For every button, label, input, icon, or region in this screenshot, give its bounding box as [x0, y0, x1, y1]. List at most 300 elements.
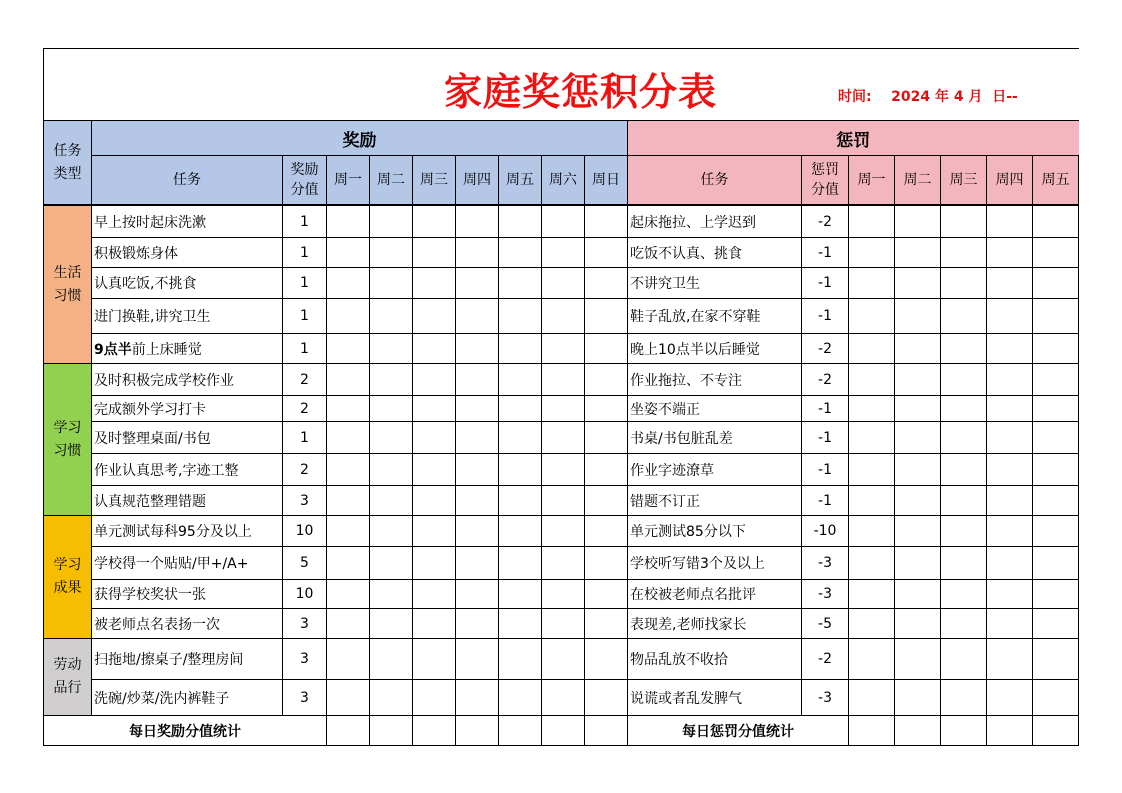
- reward-day-cell[interactable]: [542, 334, 585, 364]
- reward-day-cell[interactable]: [585, 547, 628, 580]
- table-row: [44, 639, 1079, 680]
- penalty-total-label: 每日惩罚分值统计: [628, 716, 849, 746]
- reward-day-cell[interactable]: [585, 206, 628, 238]
- reward-task: 9点半前上床睡觉: [92, 334, 283, 364]
- reward-day-cell[interactable]: [499, 268, 542, 299]
- penalty-day-cell[interactable]: [895, 639, 941, 680]
- penalty-day-cell[interactable]: [849, 639, 895, 680]
- reward-day-cell[interactable]: [370, 364, 413, 396]
- penalty-day-cell[interactable]: [895, 299, 941, 334]
- penalty-task: 鞋子乱放,在家不穿鞋: [628, 299, 802, 334]
- penalty-value: -3: [802, 547, 849, 580]
- reward-day-cell[interactable]: [456, 580, 499, 609]
- reward-day-cell[interactable]: [456, 396, 499, 422]
- penalty-day-cell[interactable]: [941, 580, 987, 609]
- penalty-day-cell[interactable]: [1033, 268, 1079, 299]
- reward-day-cell[interactable]: [585, 396, 628, 422]
- reward-day-cell[interactable]: [499, 334, 542, 364]
- penalty-day-cell[interactable]: [941, 396, 987, 422]
- reward-penalty-table: [43, 48, 1079, 205]
- reward-day-cell[interactable]: [327, 299, 370, 334]
- penalty-day-cell[interactable]: [987, 364, 1033, 396]
- penalty-day-cell[interactable]: [895, 334, 941, 364]
- penalty-day-cell[interactable]: [941, 299, 987, 334]
- reward-day-cell[interactable]: [370, 486, 413, 516]
- reward-day-cell[interactable]: [456, 422, 499, 454]
- reward-day-cell[interactable]: [585, 268, 628, 299]
- penalty-day-cell[interactable]: [895, 206, 941, 238]
- reward-day-cell[interactable]: [327, 609, 370, 639]
- penalty-day-header: 周三: [941, 156, 987, 205]
- reward-day-cell[interactable]: [499, 364, 542, 396]
- penalty-task: 错题不订正: [628, 486, 802, 516]
- penalty-day-cell[interactable]: [1033, 486, 1079, 516]
- reward-day-cell[interactable]: [370, 547, 413, 580]
- penalty-day-cell[interactable]: [941, 238, 987, 268]
- penalty-day-cell[interactable]: [941, 680, 987, 716]
- penalty-day-cell[interactable]: [1033, 547, 1079, 580]
- reward-day-cell[interactable]: [370, 639, 413, 680]
- reward-value: 10: [283, 580, 327, 609]
- reward-day-cell[interactable]: [585, 639, 628, 680]
- reward-day-cell[interactable]: [542, 238, 585, 268]
- penalty-value: -1: [802, 238, 849, 268]
- reward-value: 1: [283, 206, 327, 238]
- table-row: [44, 299, 1079, 334]
- reward-day-cell[interactable]: [413, 639, 456, 680]
- date-line: [838, 86, 1018, 106]
- penalty-day-cell[interactable]: [849, 486, 895, 516]
- reward-day-cell[interactable]: [456, 238, 499, 268]
- penalty-day-cell[interactable]: [1033, 299, 1079, 334]
- penalty-day-cell[interactable]: [1033, 364, 1079, 396]
- penalty-day-cell[interactable]: [849, 396, 895, 422]
- reward-day-cell[interactable]: [585, 334, 628, 364]
- penalty-total-cell[interactable]: [987, 716, 1033, 746]
- reward-total-cell[interactable]: [370, 716, 413, 746]
- penalty-day-cell[interactable]: [987, 609, 1033, 639]
- penalty-day-cell[interactable]: [987, 268, 1033, 299]
- penalty-day-cell[interactable]: [941, 268, 987, 299]
- reward-day-cell[interactable]: [456, 639, 499, 680]
- penalty-value: -10: [802, 516, 849, 547]
- page-title: 家庭奖惩积分表: [444, 70, 718, 114]
- reward-day-cell[interactable]: [413, 516, 456, 547]
- reward-day-cell[interactable]: [327, 516, 370, 547]
- category-cell: 学习 习惯: [44, 364, 92, 516]
- penalty-day-cell[interactable]: [849, 680, 895, 716]
- penalty-day-cell[interactable]: [987, 396, 1033, 422]
- reward-day-cell[interactable]: [327, 364, 370, 396]
- reward-day-cell[interactable]: [542, 364, 585, 396]
- table-row: [44, 609, 1079, 639]
- penalty-day-cell[interactable]: [987, 639, 1033, 680]
- penalty-day-cell[interactable]: [941, 547, 987, 580]
- table-row: [44, 396, 1079, 422]
- penalty-day-cell[interactable]: [987, 547, 1033, 580]
- reward-day-cell[interactable]: [542, 454, 585, 486]
- reward-day-cell[interactable]: [413, 206, 456, 238]
- reward-day-cell[interactable]: [327, 547, 370, 580]
- penalty-day-cell[interactable]: [987, 334, 1033, 364]
- reward-day-cell[interactable]: [413, 454, 456, 486]
- reward-day-cell[interactable]: [370, 268, 413, 299]
- table-row: [44, 268, 1079, 299]
- reward-day-cell[interactable]: [456, 547, 499, 580]
- penalty-section-header: 惩罚: [628, 121, 1079, 156]
- penalty-day-cell[interactable]: [895, 516, 941, 547]
- reward-total-cell[interactable]: [542, 716, 585, 746]
- reward-day-cell[interactable]: [370, 334, 413, 364]
- reward-day-cell[interactable]: [413, 609, 456, 639]
- reward-day-header: 周二: [370, 156, 413, 205]
- penalty-value: -2: [802, 364, 849, 396]
- penalty-day-cell[interactable]: [941, 486, 987, 516]
- reward-day-cell[interactable]: [456, 609, 499, 639]
- penalty-day-cell[interactable]: [987, 299, 1033, 334]
- penalty-day-cell[interactable]: [941, 454, 987, 486]
- penalty-day-cell[interactable]: [987, 680, 1033, 716]
- reward-day-cell[interactable]: [585, 422, 628, 454]
- penalty-day-header: 周五: [1033, 156, 1079, 205]
- reward-day-cell[interactable]: [370, 516, 413, 547]
- reward-value: 3: [283, 486, 327, 516]
- reward-day-cell[interactable]: [413, 396, 456, 422]
- reward-value: 5: [283, 547, 327, 580]
- penalty-value: -3: [802, 680, 849, 716]
- penalty-total-cell[interactable]: [895, 716, 941, 746]
- penalty-day-cell[interactable]: [987, 238, 1033, 268]
- penalty-day-cell[interactable]: [1033, 422, 1079, 454]
- penalty-day-cell[interactable]: [849, 516, 895, 547]
- penalty-total-cell[interactable]: [849, 716, 895, 746]
- table-row: [44, 580, 1079, 609]
- penalty-day-cell[interactable]: [1033, 334, 1079, 364]
- reward-day-cell[interactable]: [370, 609, 413, 639]
- penalty-day-cell[interactable]: [849, 206, 895, 238]
- reward-day-cell[interactable]: [499, 547, 542, 580]
- reward-day-cell[interactable]: [542, 268, 585, 299]
- date-year[interactable]: 2024: [891, 89, 931, 105]
- reward-day-cell[interactable]: [370, 580, 413, 609]
- reward-day-cell[interactable]: [542, 580, 585, 609]
- penalty-day-cell[interactable]: [849, 268, 895, 299]
- penalty-total-cell[interactable]: [941, 716, 987, 746]
- penalty-day-cell[interactable]: [895, 268, 941, 299]
- reward-value: 1: [283, 268, 327, 299]
- penalty-day-cell[interactable]: [1033, 516, 1079, 547]
- reward-value: 1: [283, 238, 327, 268]
- penalty-day-cell[interactable]: [849, 580, 895, 609]
- reward-task: 完成额外学习打卡: [92, 396, 283, 422]
- reward-day-cell[interactable]: [585, 516, 628, 547]
- reward-day-cell[interactable]: [327, 268, 370, 299]
- penalty-value: -3: [802, 580, 849, 609]
- penalty-day-cell[interactable]: [1033, 454, 1079, 486]
- penalty-task: 作业拖拉、不专注: [628, 364, 802, 396]
- reward-value: 2: [283, 396, 327, 422]
- reward-value: 2: [283, 454, 327, 486]
- penalty-value: -5: [802, 609, 849, 639]
- reward-day-cell[interactable]: [327, 580, 370, 609]
- reward-day-cell[interactable]: [327, 206, 370, 238]
- reward-day-cell[interactable]: [499, 580, 542, 609]
- reward-day-cell[interactable]: [370, 206, 413, 238]
- reward-day-cell[interactable]: [370, 396, 413, 422]
- reward-day-cell[interactable]: [413, 422, 456, 454]
- reward-day-header: 周四: [456, 156, 499, 205]
- penalty-day-cell[interactable]: [987, 454, 1033, 486]
- penalty-task: 不讲究卫生: [628, 268, 802, 299]
- date-label: 时间:: [838, 89, 872, 105]
- table-row: [44, 238, 1079, 268]
- reward-day-cell[interactable]: [499, 680, 542, 716]
- penalty-day-cell[interactable]: [987, 206, 1033, 238]
- penalty-day-cell[interactable]: [1033, 680, 1079, 716]
- penalty-day-cell[interactable]: [849, 547, 895, 580]
- reward-task: 及时整理桌面/书包: [92, 422, 283, 454]
- reward-day-cell[interactable]: [413, 334, 456, 364]
- reward-day-cell[interactable]: [585, 238, 628, 268]
- reward-value: 2: [283, 364, 327, 396]
- penalty-day-header: 周二: [895, 156, 941, 205]
- reward-day-cell[interactable]: [499, 422, 542, 454]
- reward-day-cell[interactable]: [499, 396, 542, 422]
- penalty-day-cell[interactable]: [941, 206, 987, 238]
- score-sheet: [43, 48, 1079, 746]
- penalty-day-cell[interactable]: [1033, 206, 1079, 238]
- reward-day-cell[interactable]: [327, 639, 370, 680]
- penalty-day-cell[interactable]: [1033, 238, 1079, 268]
- reward-day-cell[interactable]: [413, 680, 456, 716]
- penalty-day-cell[interactable]: [895, 580, 941, 609]
- reward-value: 3: [283, 680, 327, 716]
- title-cell: [44, 49, 1079, 121]
- penalty-task: 物品乱放不收拾: [628, 639, 802, 680]
- date-month[interactable]: 4: [953, 89, 964, 105]
- penalty-day-cell[interactable]: [849, 238, 895, 268]
- month-unit: 月: [968, 89, 983, 105]
- date-day[interactable]: 日--: [992, 89, 1018, 105]
- penalty-day-cell[interactable]: [895, 547, 941, 580]
- reward-task: 洗碗/炒菜/洗内裤鞋子: [92, 680, 283, 716]
- penalty-day-cell[interactable]: [849, 299, 895, 334]
- reward-day-cell[interactable]: [542, 396, 585, 422]
- reward-task: 进门换鞋,讲究卫生: [92, 299, 283, 334]
- penalty-day-header: 周一: [849, 156, 895, 205]
- penalty-day-cell[interactable]: [987, 486, 1033, 516]
- reward-day-header: 周五: [499, 156, 542, 205]
- penalty-day-cell[interactable]: [1033, 609, 1079, 639]
- penalty-day-cell[interactable]: [895, 680, 941, 716]
- penalty-day-cell[interactable]: [1033, 396, 1079, 422]
- penalty-value: -2: [802, 206, 849, 238]
- penalty-day-cell[interactable]: [895, 609, 941, 639]
- reward-day-cell[interactable]: [585, 364, 628, 396]
- reward-day-cell[interactable]: [327, 680, 370, 716]
- reward-day-cell[interactable]: [499, 238, 542, 268]
- reward-day-cell[interactable]: [585, 580, 628, 609]
- penalty-day-cell[interactable]: [895, 486, 941, 516]
- reward-day-cell[interactable]: [585, 609, 628, 639]
- reward-total-cell[interactable]: [413, 716, 456, 746]
- reward-day-cell[interactable]: [370, 422, 413, 454]
- reward-day-cell[interactable]: [456, 206, 499, 238]
- reward-task: 早上按时起床洗漱: [92, 206, 283, 238]
- reward-day-cell[interactable]: [542, 486, 585, 516]
- reward-day-cell[interactable]: [499, 639, 542, 680]
- reward-day-cell[interactable]: [456, 299, 499, 334]
- reward-day-header: 周三: [413, 156, 456, 205]
- penalty-day-cell[interactable]: [849, 334, 895, 364]
- penalty-value: -1: [802, 268, 849, 299]
- reward-day-cell[interactable]: [370, 454, 413, 486]
- penalty-value: -1: [802, 422, 849, 454]
- reward-day-cell[interactable]: [499, 299, 542, 334]
- penalty-value: -2: [802, 334, 849, 364]
- penalty-day-cell[interactable]: [849, 422, 895, 454]
- reward-day-cell[interactable]: [499, 486, 542, 516]
- reward-total-cell[interactable]: [585, 716, 628, 746]
- penalty-task: 说谎或者乱发脾气: [628, 680, 802, 716]
- reward-task: 学校得一个贴贴/甲+/A+: [92, 547, 283, 580]
- reward-day-cell[interactable]: [413, 364, 456, 396]
- reward-task: 获得学校奖状一张: [92, 580, 283, 609]
- task-rows: [43, 205, 1079, 746]
- penalty-day-cell[interactable]: [895, 422, 941, 454]
- reward-day-cell[interactable]: [413, 580, 456, 609]
- reward-day-cell[interactable]: [499, 609, 542, 639]
- table-row: [44, 422, 1079, 454]
- reward-day-cell[interactable]: [327, 486, 370, 516]
- reward-day-header: 周日: [585, 156, 628, 205]
- reward-value: 1: [283, 422, 327, 454]
- reward-day-cell[interactable]: [370, 680, 413, 716]
- reward-task: 被老师点名表扬一次: [92, 609, 283, 639]
- reward-day-cell[interactable]: [542, 639, 585, 680]
- penalty-day-cell[interactable]: [849, 364, 895, 396]
- penalty-task: 吃饭不认真、挑食: [628, 238, 802, 268]
- reward-day-cell[interactable]: [499, 454, 542, 486]
- reward-day-cell[interactable]: [456, 516, 499, 547]
- penalty-total-cell[interactable]: [1033, 716, 1079, 746]
- table-row: [44, 454, 1079, 486]
- reward-total-cell[interactable]: [499, 716, 542, 746]
- reward-total-label: 每日奖励分值统计: [44, 716, 327, 746]
- reward-day-cell[interactable]: [456, 268, 499, 299]
- penalty-task: 坐姿不端正: [628, 396, 802, 422]
- penalty-day-cell[interactable]: [849, 454, 895, 486]
- reward-day-cell[interactable]: [413, 547, 456, 580]
- penalty-day-cell[interactable]: [941, 639, 987, 680]
- reward-day-cell[interactable]: [542, 609, 585, 639]
- penalty-task: 书桌/书包脏乱差: [628, 422, 802, 454]
- reward-day-cell[interactable]: [456, 334, 499, 364]
- reward-task: 扫拖地/擦桌子/整理房间: [92, 639, 283, 680]
- reward-day-cell[interactable]: [413, 268, 456, 299]
- reward-day-cell[interactable]: [585, 486, 628, 516]
- reward-total-cell[interactable]: [456, 716, 499, 746]
- reward-task: 及时积极完成学校作业: [92, 364, 283, 396]
- reward-day-cell[interactable]: [542, 680, 585, 716]
- reward-day-cell[interactable]: [499, 206, 542, 238]
- reward-day-cell[interactable]: [585, 299, 628, 334]
- penalty-day-cell[interactable]: [987, 422, 1033, 454]
- reward-day-cell[interactable]: [327, 396, 370, 422]
- reward-day-cell[interactable]: [542, 516, 585, 547]
- reward-day-cell[interactable]: [370, 299, 413, 334]
- penalty-day-cell[interactable]: [941, 334, 987, 364]
- reward-day-cell[interactable]: [456, 454, 499, 486]
- reward-day-cell[interactable]: [327, 238, 370, 268]
- penalty-day-cell[interactable]: [1033, 580, 1079, 609]
- penalty-task: 学校听写错3个及以上: [628, 547, 802, 580]
- reward-day-cell[interactable]: [327, 422, 370, 454]
- penalty-day-cell[interactable]: [895, 396, 941, 422]
- reward-day-cell[interactable]: [542, 299, 585, 334]
- reward-day-cell[interactable]: [542, 422, 585, 454]
- reward-day-cell[interactable]: [456, 486, 499, 516]
- reward-day-cell[interactable]: [585, 454, 628, 486]
- reward-day-cell[interactable]: [413, 486, 456, 516]
- penalty-day-cell[interactable]: [895, 454, 941, 486]
- reward-task: 单元测试每科95分及以上: [92, 516, 283, 547]
- reward-day-cell[interactable]: [456, 364, 499, 396]
- penalty-task: 晚上10点半以后睡觉: [628, 334, 802, 364]
- penalty-day-header: 周四: [987, 156, 1033, 205]
- reward-day-cell[interactable]: [585, 680, 628, 716]
- penalty-day-cell[interactable]: [941, 364, 987, 396]
- reward-day-cell[interactable]: [413, 238, 456, 268]
- table-row: [44, 516, 1079, 547]
- penalty-day-cell[interactable]: [895, 238, 941, 268]
- penalty-day-cell[interactable]: [941, 422, 987, 454]
- reward-total-cell[interactable]: [327, 716, 370, 746]
- reward-day-cell[interactable]: [327, 334, 370, 364]
- reward-task: 作业认真思考,字迹工整: [92, 454, 283, 486]
- penalty-task-col-header: 任务: [628, 156, 802, 205]
- table-row: [44, 547, 1079, 580]
- reward-day-cell[interactable]: [456, 680, 499, 716]
- reward-day-cell[interactable]: [499, 516, 542, 547]
- penalty-day-cell[interactable]: [987, 580, 1033, 609]
- penalty-task: 单元测试85分以下: [628, 516, 802, 547]
- reward-day-cell[interactable]: [542, 547, 585, 580]
- penalty-day-cell[interactable]: [941, 516, 987, 547]
- task-type-header: 任务 类型: [44, 121, 92, 205]
- reward-task: 认真吃饭,不挑食: [92, 268, 283, 299]
- reward-day-header: 周六: [542, 156, 585, 205]
- year-unit: 年: [934, 89, 949, 105]
- table-row: [44, 206, 1079, 238]
- reward-day-cell[interactable]: [413, 299, 456, 334]
- reward-day-cell[interactable]: [327, 454, 370, 486]
- category-cell: 生活 习惯: [44, 206, 92, 364]
- penalty-day-cell[interactable]: [895, 364, 941, 396]
- penalty-day-cell[interactable]: [1033, 639, 1079, 680]
- penalty-day-cell[interactable]: [849, 609, 895, 639]
- category-cell: 劳动 品行: [44, 639, 92, 716]
- reward-section-header: 奖励: [92, 121, 628, 156]
- penalty-day-cell[interactable]: [941, 609, 987, 639]
- reward-day-cell[interactable]: [542, 206, 585, 238]
- penalty-day-cell[interactable]: [987, 516, 1033, 547]
- penalty-value: -1: [802, 486, 849, 516]
- reward-value: 3: [283, 609, 327, 639]
- penalty-task: 起床拖拉、上学迟到: [628, 206, 802, 238]
- table-row: [44, 364, 1079, 396]
- reward-day-cell[interactable]: [370, 238, 413, 268]
